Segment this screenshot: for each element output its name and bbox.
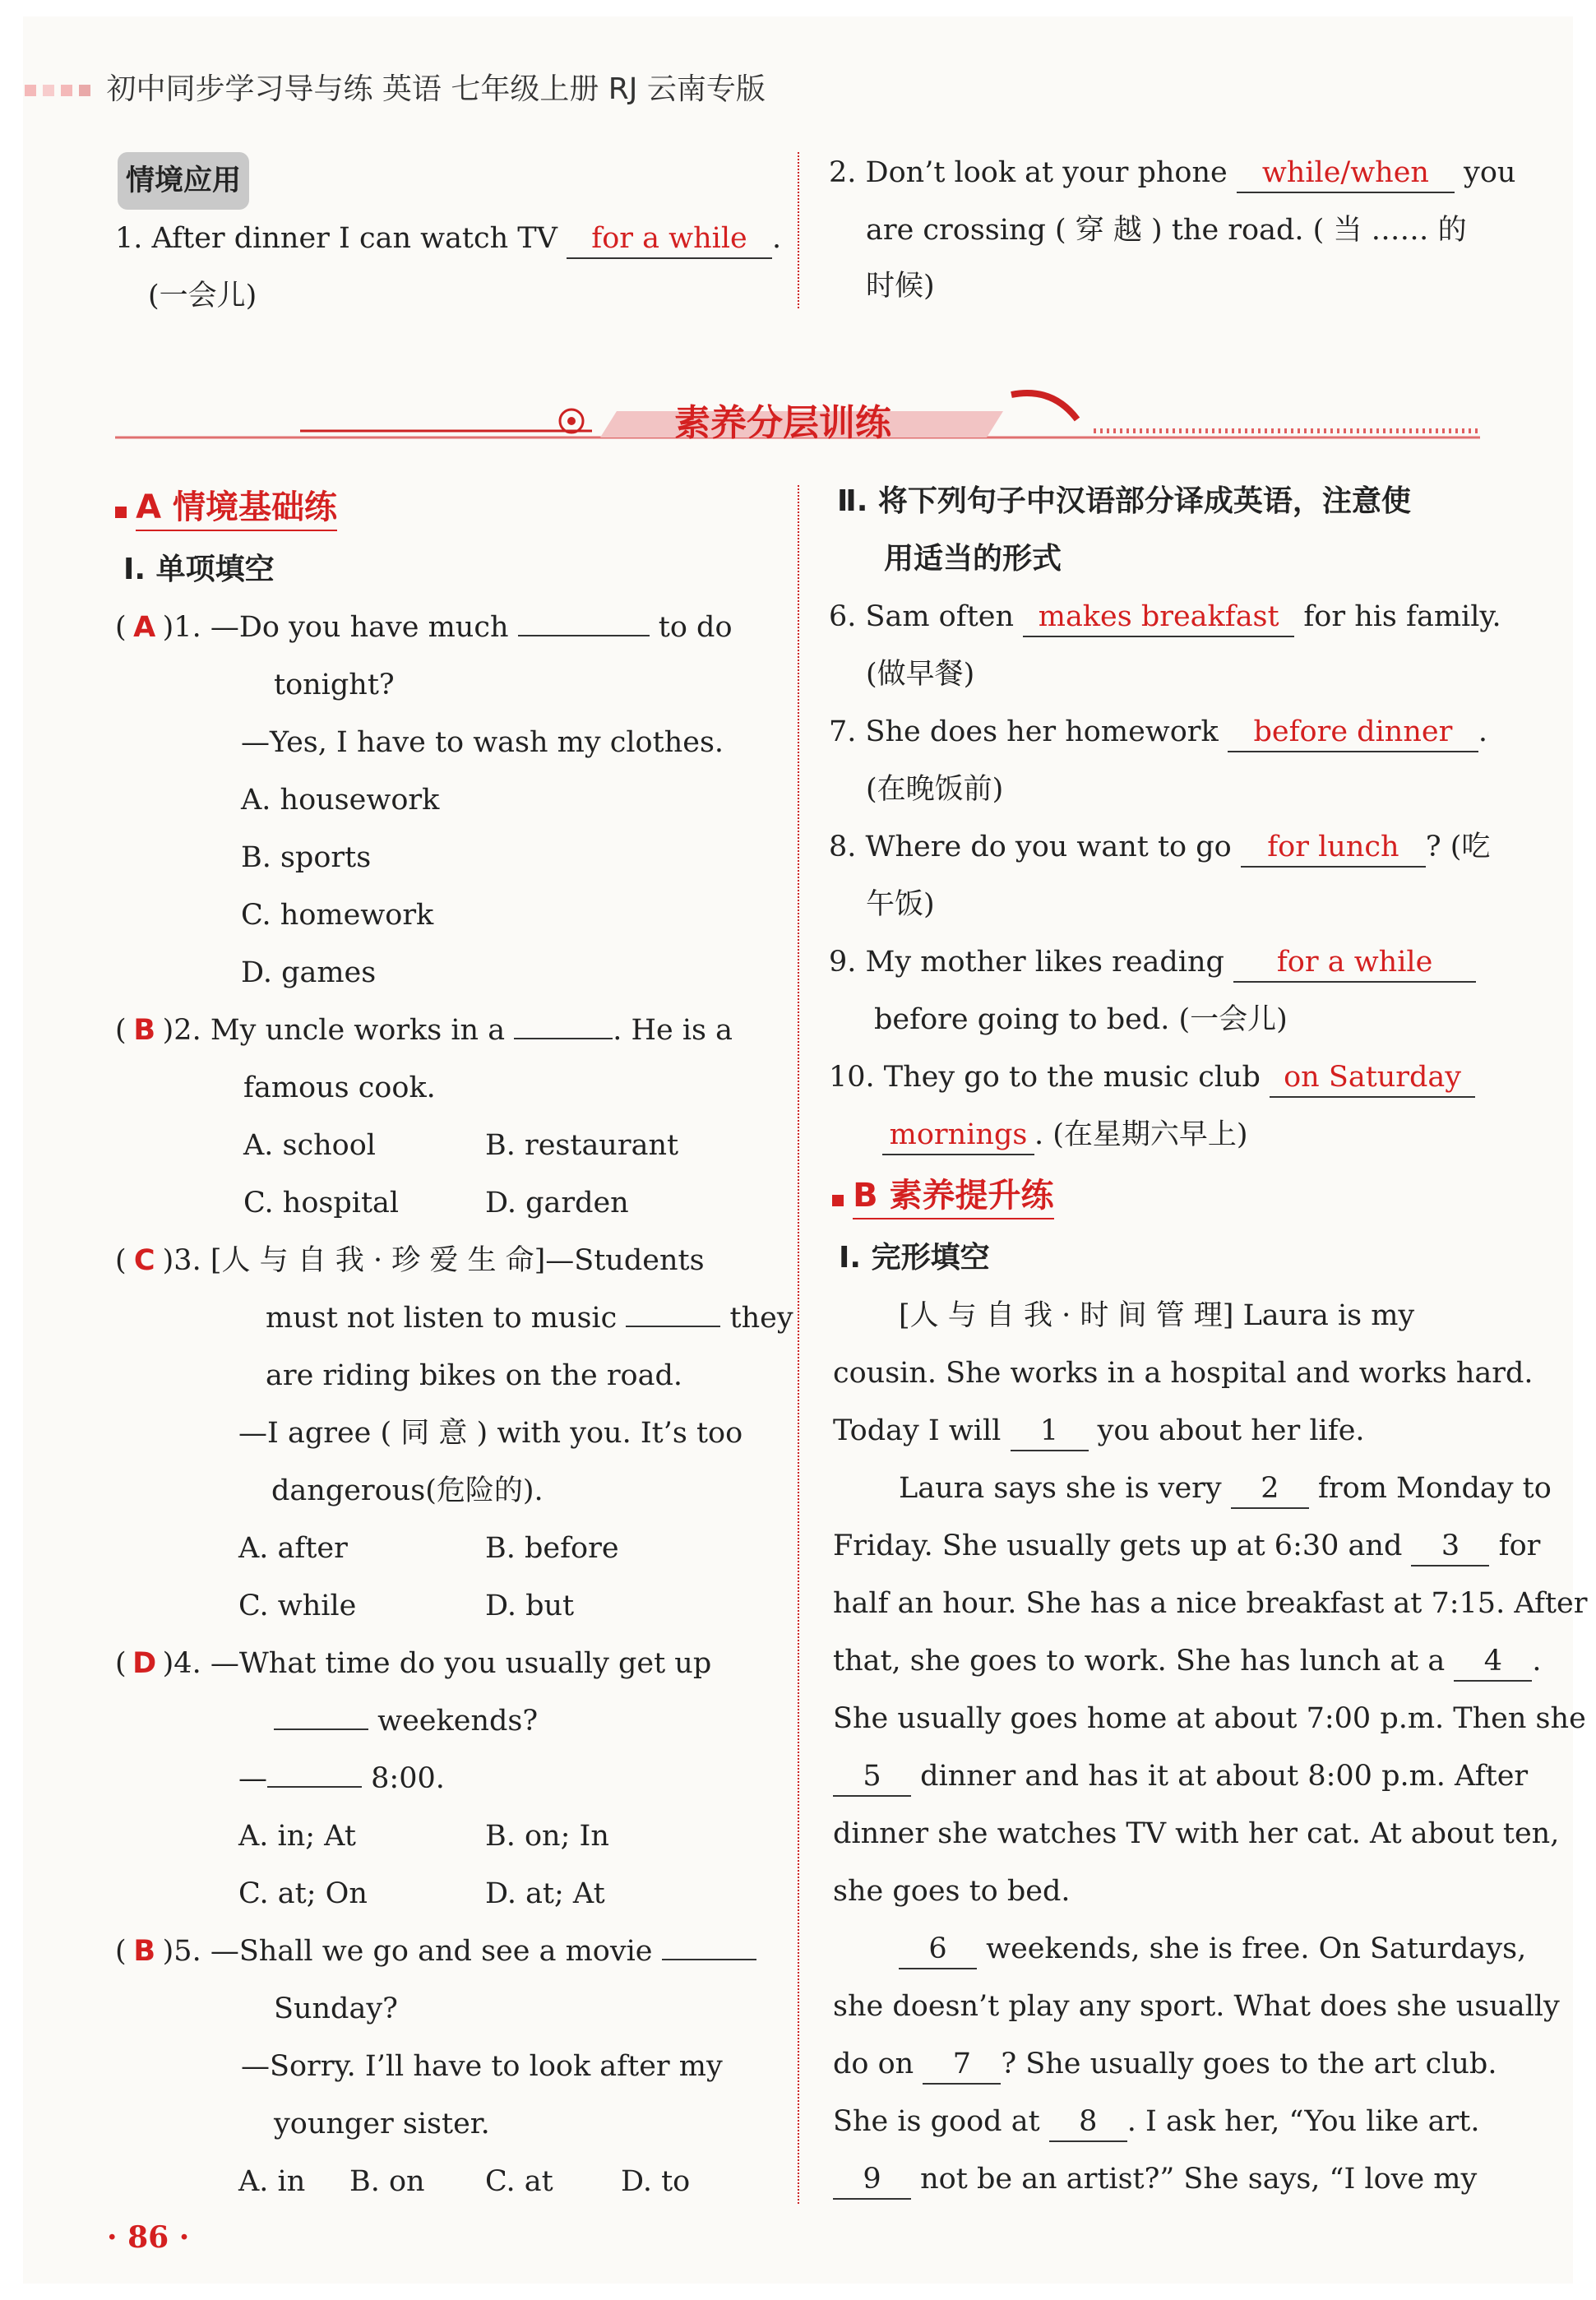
q5-option-c: C. at (485, 2165, 553, 2198)
q3-line2-a: must not listen to music (266, 1302, 618, 1335)
cloze-p3-line2: she doesn’t play any sport. What does she usually (833, 1990, 1560, 2023)
cloze-p2-line7: dinner she watches TV with her cat. At about ten, (833, 1817, 1560, 1850)
q2-line2: famous cook. (243, 1071, 436, 1104)
q1-option-d: D. games (241, 956, 377, 989)
top-q2-line2: are crossing ( 穿 越 ) the road. ( 当 …… 的 (866, 214, 1467, 247)
q4-line3: — 8:00. (238, 1750, 445, 1807)
q2-option-a: A. school (243, 1129, 376, 1162)
q5-line4: younger sister. (274, 2108, 490, 2140)
cloze-text: not be an artist?” She says, “I love my (920, 2163, 1478, 2196)
q4-option-d: D. at; At (485, 1877, 605, 1910)
cloze-p2-line3: half an hour. She has a nice breakfast at 7:15. After (833, 1587, 1588, 1620)
banner-title: 素养分层训练 (674, 402, 891, 444)
top-q2-post: you (1464, 156, 1516, 189)
cloze-text: Friday. She usually gets up at 6:30 and (833, 1529, 1403, 1562)
q2-option-b: B. restaurant (485, 1129, 679, 1162)
q3-line3: are riding bikes on the road. (266, 1359, 683, 1392)
cloze-blank-9: 9 (833, 2160, 911, 2200)
q5-blank (662, 1926, 756, 1960)
q4-blank-1 (274, 1696, 368, 1730)
q4-text: )4. —What time do you usually get up (162, 1647, 712, 1680)
q3-option-d: D. but (485, 1590, 575, 1622)
section-marker-icon (115, 507, 127, 518)
cloze-text: from Monday to (1317, 1472, 1552, 1505)
q2-text: )2. My uncle works in a (162, 1014, 506, 1047)
partB-section1: Ⅰ. 完形填空 (839, 1241, 990, 1275)
cloze-p3-line3 (833, 2035, 1497, 2093)
q1-answer: A (133, 611, 156, 644)
running-header (25, 66, 766, 108)
mc-q5: ( B )5. —Shall we go and see a movie (115, 1923, 756, 1980)
cloze-p1-line3 (833, 1402, 1365, 1460)
q7-post: . (1478, 715, 1488, 748)
cloze-p2-line1 (899, 1460, 1552, 1517)
q5-text: )5. —Shall we go and see a movie (162, 1935, 653, 1968)
q1-option-c: C. homework (241, 899, 434, 932)
cloze-blank-1: 1 (1011, 1412, 1089, 1451)
tr-q8 (829, 818, 1490, 876)
cloze-text: weekends, she is free. On Saturdays, (986, 1932, 1527, 1965)
q4-line2-text: weekends? (377, 1705, 539, 1738)
q4-option-c: C. at; On (238, 1877, 368, 1910)
q10-answer-1: on Saturday (1270, 1058, 1475, 1098)
partA-title-row (115, 481, 337, 528)
q1-option-a: A. housework (241, 784, 440, 817)
q1-line2: tonight? (274, 669, 395, 701)
q2-answer: B (133, 1014, 155, 1047)
cloze-p2-line2 (833, 1517, 1540, 1575)
cloze-blank-7: 7 (923, 2045, 1001, 2085)
header-decor-icon (25, 85, 36, 96)
partA-title: A 情境基础练 (136, 488, 337, 531)
q6-answer: makes breakfast (1023, 598, 1294, 637)
cloze-text: She is good at (833, 2105, 1040, 2138)
partII-title-line2: 用适当的形式 (884, 542, 1062, 576)
q4-line3-text: 8:00. (371, 1762, 445, 1795)
q9-line2: before going to bed. (一会儿) (874, 1003, 1288, 1036)
q6-hint: (做早餐) (866, 658, 975, 691)
cloze-blank-2: 2 (1231, 1469, 1309, 1509)
q2-blank (514, 1005, 613, 1039)
cloze-blank-5: 5 (833, 1757, 911, 1797)
q8-text: 8. Where do you want to go (829, 831, 1232, 863)
q10-post: . (在星期六早上) (1034, 1118, 1248, 1151)
q3-line4: —I agree ( 同 意 ) with you. It’s too (238, 1417, 743, 1450)
top-q1-post: . (772, 222, 782, 255)
q3-text: )3. [人 与 自 我 · 珍 爱 生 命]—Students (162, 1244, 705, 1277)
top-q2 (829, 144, 1516, 201)
partA-section1: Ⅰ. 单项填空 (123, 553, 275, 586)
scenario-tag: 情境应用 (118, 152, 249, 210)
q5-option-b: B. on (349, 2165, 425, 2198)
q7-hint: (在晚饭前) (866, 773, 1004, 806)
tr-q10 (829, 1048, 1475, 1106)
cloze-p3-line5 (833, 2150, 1477, 2208)
q2-text-b: . He is a (613, 1014, 733, 1047)
cloze-p1-line2: cousin. She works in a hospital and works hard. (833, 1357, 1534, 1390)
top-q1-answer: for a while (567, 220, 772, 259)
q8-answer: for lunch (1241, 828, 1426, 868)
page-number: · 86 · (107, 2220, 190, 2255)
partB-title: B 素养提升练 (853, 1177, 1053, 1219)
q8-hint: 午饭) (866, 888, 935, 921)
q4-blank-2 (267, 1753, 362, 1788)
column-divider (798, 485, 799, 2204)
cloze-blank-6: 6 (899, 1930, 977, 1969)
cloze-blank-8: 8 (1049, 2103, 1127, 2142)
cloze-blank-4: 4 (1454, 1642, 1532, 1682)
q10-text: 10. They go to the music club (829, 1061, 1261, 1094)
tr-q6 (829, 588, 1501, 646)
top-q1-text: 1. After dinner I can watch TV (115, 222, 557, 255)
cloze-text: you about her life. (1097, 1414, 1365, 1447)
cloze-p1-line1: [人 与 自 我 · 时 间 管 理] Laura is my (899, 1299, 1415, 1332)
q4-line2 (274, 1692, 538, 1750)
q5-option-d: D. to (621, 2165, 691, 2198)
mc-q3: ( C )3. [人 与 自 我 · 珍 爱 生 命]—Students (115, 1232, 705, 1289)
scenario-tag-row (118, 152, 249, 210)
q1-blank (518, 602, 650, 636)
cloze-text: do on (833, 2048, 914, 2080)
cloze-p2-line4 (833, 1632, 1542, 1690)
q1-line3: —Yes, I have to wash my clothes. (241, 726, 724, 759)
q2-option-d: D. garden (485, 1187, 629, 1219)
mc-q1: ( A )1. —Do you have much to do (115, 599, 733, 656)
cloze-text: . I ask her, “You like art. (1126, 2105, 1480, 2138)
q3-answer: C (133, 1244, 155, 1277)
q5-line2: Sunday? (274, 1992, 398, 2025)
mc-q2: ( B )2. My uncle works in a . He is a (115, 1002, 733, 1059)
cloze-blank-3: 3 (1411, 1527, 1489, 1566)
top-q2-answer: while/when (1237, 154, 1455, 193)
mc-q4: ( D )4. —What time do you usually get up (115, 1635, 711, 1692)
cloze-p3-line4 (833, 2093, 1479, 2150)
q4-answer: D (132, 1647, 157, 1680)
cloze-text: for (1498, 1529, 1541, 1562)
q3-line2-b: they (729, 1302, 793, 1335)
q9-answer: for a while (1233, 943, 1476, 983)
header-text: 初中同步学习导与练 英语 七年级上册 RJ 云南专版 (106, 72, 766, 106)
header-decor-icon (79, 85, 90, 96)
q3-blank (626, 1293, 720, 1327)
section-marker-icon (832, 1195, 844, 1206)
cloze-p2-line8: she goes to bed. (833, 1875, 1071, 1908)
cloze-text: that, she goes to work. She has lunch at a (833, 1645, 1446, 1678)
q4-option-a: A. in; At (238, 1820, 356, 1853)
q7-answer: before dinner (1228, 713, 1478, 752)
q7-text: 7. She does her homework (829, 715, 1219, 748)
q3-option-b: B. before (485, 1532, 619, 1565)
q5-answer: B (133, 1935, 155, 1968)
q5-line3: —Sorry. I’ll have to look after my (241, 2050, 723, 2083)
top-q2-text: 2. Don’t look at your phone (829, 156, 1228, 189)
partB-title-row (832, 1169, 1054, 1216)
cloze-p2-line6 (833, 1747, 1528, 1805)
q3-option-a: A. after (238, 1532, 348, 1565)
header-decor-icon (43, 85, 54, 96)
q3-option-c: C. while (238, 1590, 357, 1622)
q10-answer-2: mornings (882, 1116, 1034, 1155)
cloze-text: Laura says she is very (899, 1472, 1222, 1505)
q3-line2 (266, 1289, 793, 1347)
q6-text: 6. Sam often (829, 600, 1015, 633)
column-divider (798, 152, 799, 308)
cloze-text: . (1532, 1645, 1542, 1678)
q3-line5: dangerous(危险的). (271, 1474, 544, 1507)
top-q1-hint: (一会儿) (148, 280, 257, 312)
cloze-text: Today I will (833, 1414, 1002, 1447)
q4-option-b: B. on; In (485, 1820, 609, 1853)
q5-option-a: A. in (238, 2165, 306, 2198)
q6-post: for his family. (1303, 600, 1501, 633)
top-q1 (115, 210, 781, 267)
q1-option-b: B. sports (241, 841, 372, 874)
q2-option-c: C. hospital (243, 1187, 400, 1219)
tr-q9 (829, 933, 1476, 991)
cloze-p2-line5: She usually goes home at about 7:00 p.m. Then she (833, 1702, 1586, 1735)
q8-post: ? (吃 (1425, 831, 1491, 863)
q1-text: )1. —Do you have much (162, 611, 509, 644)
q10-line2 (882, 1106, 1248, 1164)
header-decor-icon (61, 85, 72, 96)
q1-text-b: to do (658, 611, 733, 644)
cloze-text: ? She usually goes to the art club. (1001, 2048, 1497, 2080)
partII-title-line1: Ⅱ. 将下列句子中汉语部分译成英语，注意使 (837, 484, 1411, 518)
cloze-text: dinner and has it at about 8:00 p.m. After (920, 1760, 1529, 1793)
top-q2-line3: 时候) (866, 270, 935, 303)
tr-q7 (829, 703, 1487, 761)
cloze-p3-line1 (899, 1920, 1526, 1978)
q9-text: 9. My mother likes reading (829, 946, 1224, 979)
